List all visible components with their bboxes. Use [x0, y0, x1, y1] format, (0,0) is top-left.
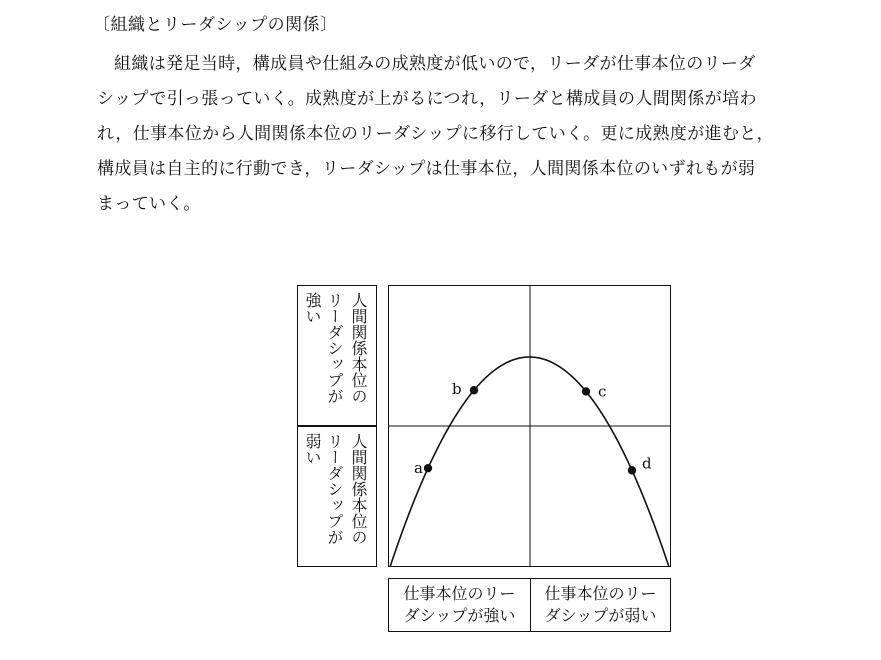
paragraph-line: れ，仕事本位から人間関係本位のリーダシップに移行していく。更に成熟度が進むと，: [97, 124, 774, 144]
x-left-label-line2: ダシップが強い: [403, 606, 516, 625]
x-axis-left-label-box: [388, 578, 531, 632]
leadership-curve-diagram: [388, 285, 671, 567]
curve-point-label-a: a: [414, 459, 423, 478]
paragraph-line: 組織は発足当時，構成員や仕組みの成熟度が低いので，リーダが仕事本位のリーダ: [114, 54, 756, 74]
paragraph-line: シップで引っ張っていく。成熟度が上がるにつれ，リーダと構成員の人間関係が培わ: [97, 89, 757, 109]
y-lower-label-col1: 人間関係本位の: [349, 433, 368, 545]
curve-point-d: [628, 466, 636, 474]
x-right-label-line1: 仕事本位のリー: [544, 584, 657, 603]
y-upper-label-col3: 強い: [303, 292, 322, 324]
curve-point-label-b: b: [452, 380, 462, 399]
x-axis-right-label-box: [531, 578, 671, 632]
curve-points: [414, 380, 652, 477]
curve-point-b: [470, 386, 478, 394]
paragraph-line: 構成員は自主的に行動でき，リーダシップは仕事本位，人間関係本位のいずれもが弱: [97, 159, 756, 179]
section-heading: 〔組織とリーダシップの関係〕: [93, 15, 338, 35]
curve-point-a: [424, 464, 432, 472]
x-right-label-line2: ダシップが弱い: [544, 606, 657, 625]
y-upper-label-col1: 人間関係本位の: [349, 292, 368, 404]
description-paragraph: [97, 47, 867, 222]
y-axis-lower-label-box: [297, 426, 377, 567]
curve-point-label-d: d: [642, 454, 652, 473]
paragraph-line: まっていく。: [97, 194, 201, 214]
y-lower-label-col3: 弱い: [303, 433, 322, 465]
curve-point-label-c: c: [598, 382, 607, 401]
y-upper-label-col2: リーダシップが: [325, 292, 344, 404]
y-lower-label-col2: リーダシップが: [325, 433, 344, 545]
y-axis-upper-label-box: [297, 285, 377, 426]
curve-point-c: [582, 387, 590, 395]
x-left-label-line1: 仕事本位のリー: [403, 584, 516, 603]
